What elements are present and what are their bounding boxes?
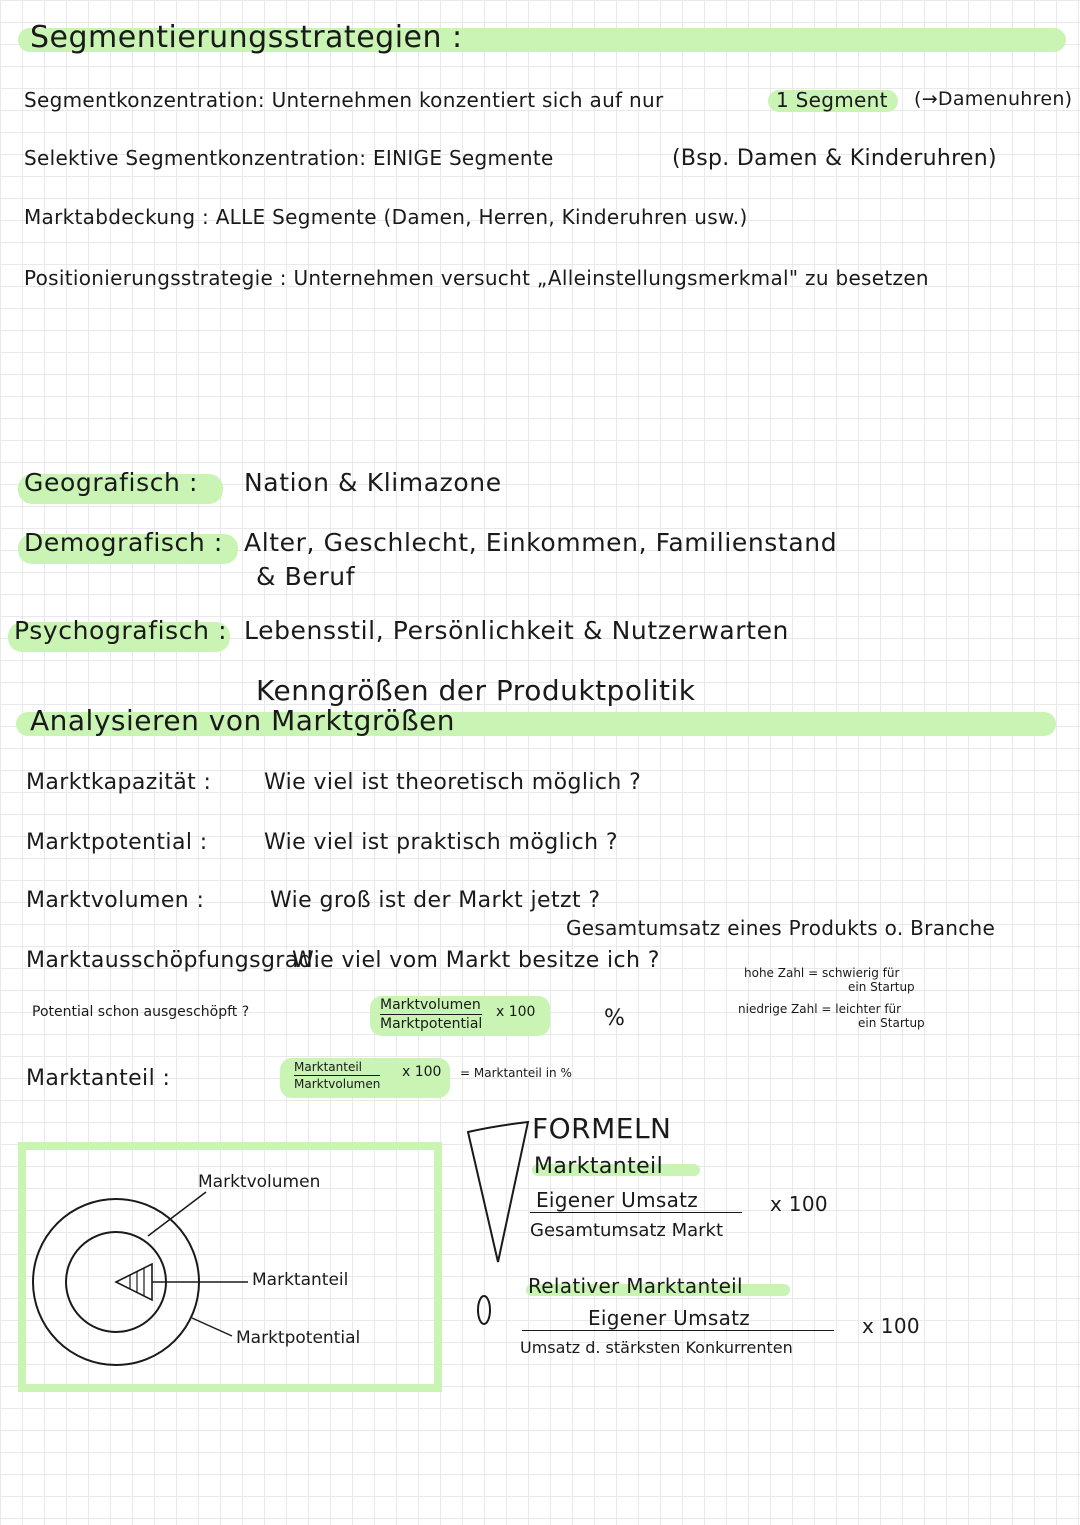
formeln-title: FORMELN	[532, 1112, 672, 1145]
row-positionierung	[24, 266, 929, 290]
low-number-text2: ein Startup	[858, 1016, 925, 1030]
f1-fraction-line	[530, 1212, 742, 1213]
fraction-numerator: Marktanteil	[294, 1060, 380, 1076]
row-label: Segmentkonzentration:	[24, 88, 265, 112]
row-geografisch-text: Nation & Klimazone	[244, 468, 502, 497]
row-text: Unternehmen konzentiert sich auf nur	[271, 88, 664, 112]
low-label: niedrige Zahl	[738, 1002, 818, 1016]
section-title-segmentierung: Segmentierungsstrategien :	[30, 20, 463, 55]
row-demografisch-label: Demografisch :	[24, 528, 223, 557]
fraction-numerator: Marktvolumen	[380, 997, 481, 1013]
high-text1: = schwierig für	[808, 966, 900, 980]
leader-potential	[192, 1318, 232, 1336]
high-number-text2: ein Startup	[848, 980, 915, 994]
row-marktkapazitaet-label: Marktkapazität :	[26, 770, 212, 795]
f1-numerator	[536, 1188, 742, 1214]
diagram-label-anteil: Marktanteil	[252, 1270, 349, 1290]
f1-mult: x 100	[770, 1192, 828, 1216]
f2-numerator: Eigener Umsatz	[588, 1306, 751, 1330]
row-demografisch-text2: & Beruf	[256, 562, 356, 591]
row-marktvolumen-label: Marktvolumen :	[26, 888, 205, 913]
ausschoepfung-mult: x 100	[496, 1004, 536, 1020]
row-label: Marktabdeckung :	[24, 205, 210, 229]
fraction-denominator: Marktvolumen	[294, 1077, 381, 1091]
row-text: Unternehmen versucht „Alleinstellungsmerkmal" zu besetzen	[293, 266, 929, 290]
f2-mult: x 100	[862, 1314, 920, 1338]
percent-sign: %	[604, 1006, 626, 1031]
section-overtitle: Kenngrößen der Produktpolitik	[256, 674, 696, 707]
f1-title: Marktanteil	[534, 1154, 664, 1179]
row-psychografisch-label: Psychografisch :	[14, 616, 228, 645]
diagram-label-volumen: Marktvolumen	[198, 1172, 321, 1192]
high-label: hohe Zahl	[744, 966, 805, 980]
marktanteil-slice	[116, 1264, 152, 1300]
marktvolumen-note: Gesamtumsatz eines Produkts o. Branche	[566, 916, 996, 940]
leader-volumen	[148, 1192, 206, 1236]
low-text1: = leichter für	[821, 1002, 902, 1016]
row-marktanteil-label: Marktanteil :	[26, 1066, 171, 1091]
row-note: (Bsp. Damen & Kinderuhren)	[672, 146, 997, 171]
row-marktpotential-label: Marktpotential :	[26, 830, 208, 855]
row-highlight-text: 1 Segment	[776, 88, 888, 112]
row-text: ALLE Segmente (Damen, Herren, Kinderuhren usw.)	[215, 205, 748, 229]
marktanteil-fraction	[294, 1060, 380, 1091]
row-geografisch-label: Geografisch :	[24, 468, 199, 497]
f2-denominator: Umsatz d. stärksten Konkurrenten	[520, 1338, 793, 1357]
f2-title: Relativer Marktanteil	[528, 1274, 743, 1298]
marktanteil-result: = Marktanteil in %	[460, 1066, 572, 1080]
row-label: Selektive Segmentkonzentration:	[24, 146, 367, 170]
marktanteil-mult: x 100	[402, 1064, 442, 1080]
row-ausschoepfung-label: Marktausschöpfungsgrad:	[26, 948, 321, 973]
row-ausschoepfung-text: Wie viel vom Markt besitze ich ?	[292, 948, 660, 973]
row-selektive	[24, 146, 554, 170]
row-marktpotential-text: Wie viel ist praktisch möglich ?	[264, 830, 618, 855]
row-marktabdeckung	[24, 205, 748, 229]
ausschoepfung-fraction	[380, 997, 482, 1032]
row-psychografisch-text: Lebensstil, Persönlichkeit & Nutzerwarten	[244, 616, 789, 645]
row-segmentkonzentration	[24, 88, 664, 112]
f1-num-text: Eigener Umsatz	[536, 1188, 699, 1212]
row-note: (→Damenuhren)	[914, 88, 1073, 110]
high-number-label	[744, 966, 899, 980]
f1-denominator: Gesamtumsatz Markt	[530, 1220, 724, 1241]
fraction-denominator: Marktpotential	[380, 1016, 483, 1032]
row-marktkapazitaet-text: Wie viel ist theoretisch möglich ?	[264, 770, 642, 795]
ausschoepfung-sub: Potential schon ausgeschöpft ?	[32, 1004, 250, 1020]
row-label: Positionierungsstrategie :	[24, 266, 287, 290]
row-demografisch-text: Alter, Geschlecht, Einkommen, Familienstand	[244, 528, 838, 557]
f2-fraction-line	[522, 1330, 834, 1331]
row-text: EINIGE Segmente	[372, 146, 554, 170]
diagram-label-potential: Marktpotential	[236, 1328, 361, 1348]
pen-doodle-icon	[464, 1112, 534, 1342]
low-number-label	[738, 1002, 901, 1016]
section-title-marktgroessen: Analysieren von Marktgrößen	[30, 704, 456, 737]
row-marktvolumen-text: Wie groß ist der Markt jetzt ?	[270, 888, 601, 913]
